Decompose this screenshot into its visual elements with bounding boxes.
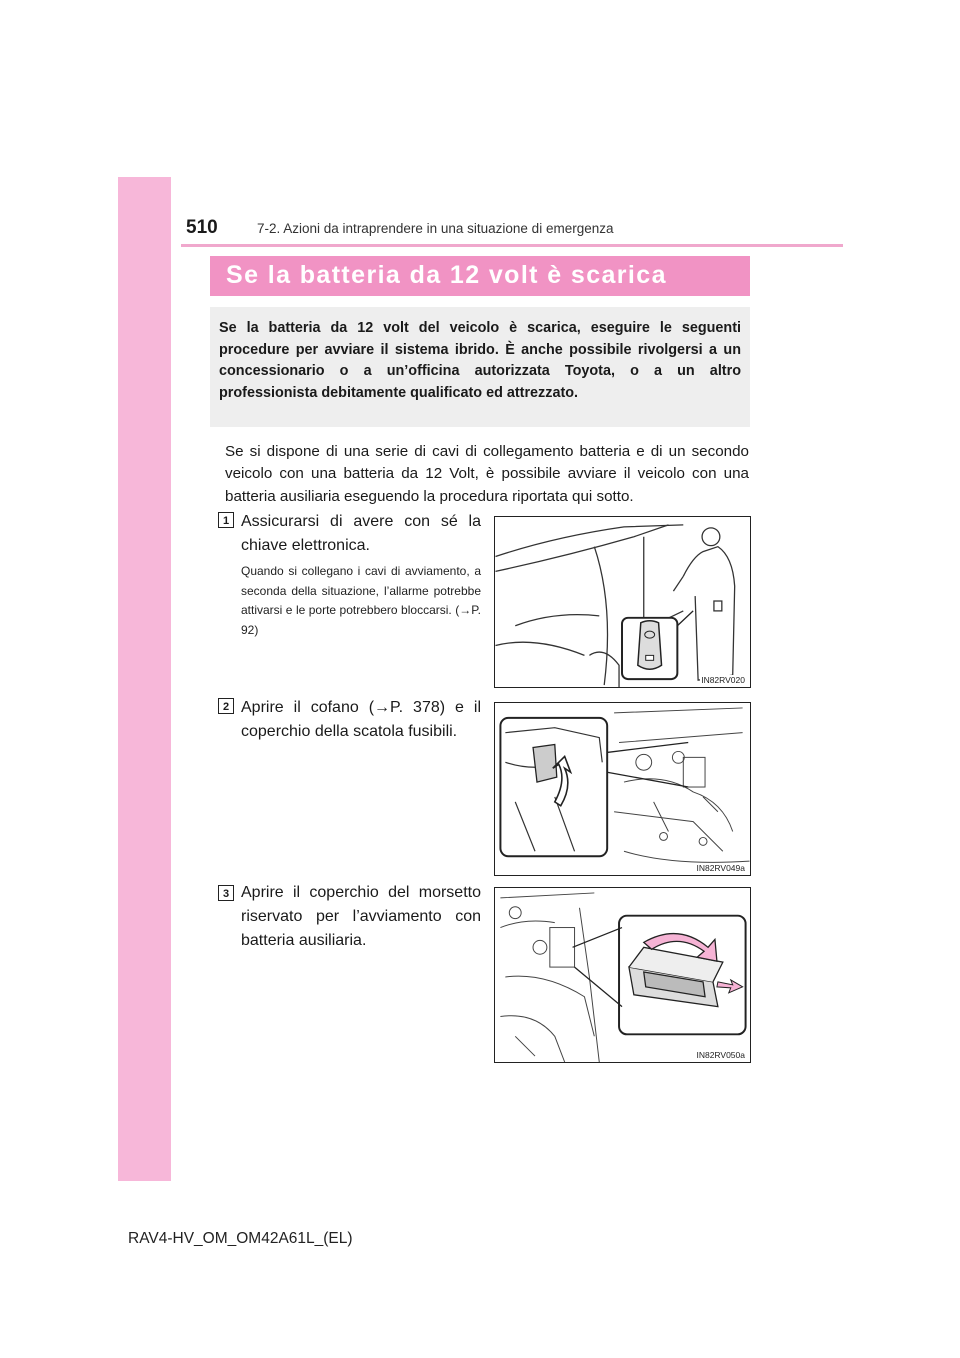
step-1-note: Quando si collegano i cavi di avviamento, a seconda della situazione, l’allarme potrebbe attivarsi e le porte potrebbero bloccarsi. (→P. 92) — [241, 564, 481, 637]
step-1-text: Assicurarsi di avere con sé la chiave elettronica. — [241, 513, 481, 554]
body-paragraph: Se si dispone di una serie di cavi di collegamento batteria e di un secondo veicolo con una batteria da 12 Volt, è possibile avviare il veicolo con una batteria ausiliaria eseguendo la procedura riportata qui sotto. — [225, 443, 749, 505]
figure-3-code: IN82RV050a — [696, 1050, 745, 1060]
engine-bay-fuse-box-illustration — [495, 703, 750, 875]
figure-smart-key — [494, 516, 751, 688]
step-2-text: Aprire il cofano (→P. 378) e il coperchio della scatola fusibili. — [241, 699, 481, 740]
section-banner — [210, 256, 750, 296]
figure-jump-terminal — [494, 887, 751, 1063]
figure-1-code: IN82RV020 — [701, 675, 745, 685]
intro-box — [210, 307, 750, 427]
page-number: 510 — [186, 217, 218, 238]
step-2-number: 2 — [218, 698, 234, 714]
chapter-title: 7-2. Azioni da intraprendere in una situazione di emergenza — [257, 221, 614, 236]
jump-start-terminal-illustration — [495, 888, 750, 1062]
step-1-number: 1 — [218, 512, 234, 528]
figure-2-code: IN82RV049a — [696, 863, 745, 873]
chapter-side-tab — [118, 177, 171, 1181]
footer-document-code: RAV4-HV_OM_OM42A61L_(EL) — [128, 1230, 353, 1247]
step-3-number: 3 — [218, 885, 234, 901]
car-and-key-illustration — [495, 517, 750, 687]
header-divider — [181, 244, 843, 247]
step-3-text: Aprire il coperchio del morsetto riservato per l’avviamento con batteria ausiliaria. — [241, 884, 481, 949]
section-title: Se la batteria da 12 volt è scarica — [226, 261, 667, 289]
intro-text: Se la batteria da 12 volt del veicolo è scarica, eseguire le seguenti procedure per avviare il sistema ibrido. È anche possibile rivolgersi a un concessionario o a un’officina autorizzata Toyota, o a un altro professionista debitamente qualificato ed attrezzato. — [219, 320, 741, 401]
figure-fuse-box — [494, 702, 751, 876]
